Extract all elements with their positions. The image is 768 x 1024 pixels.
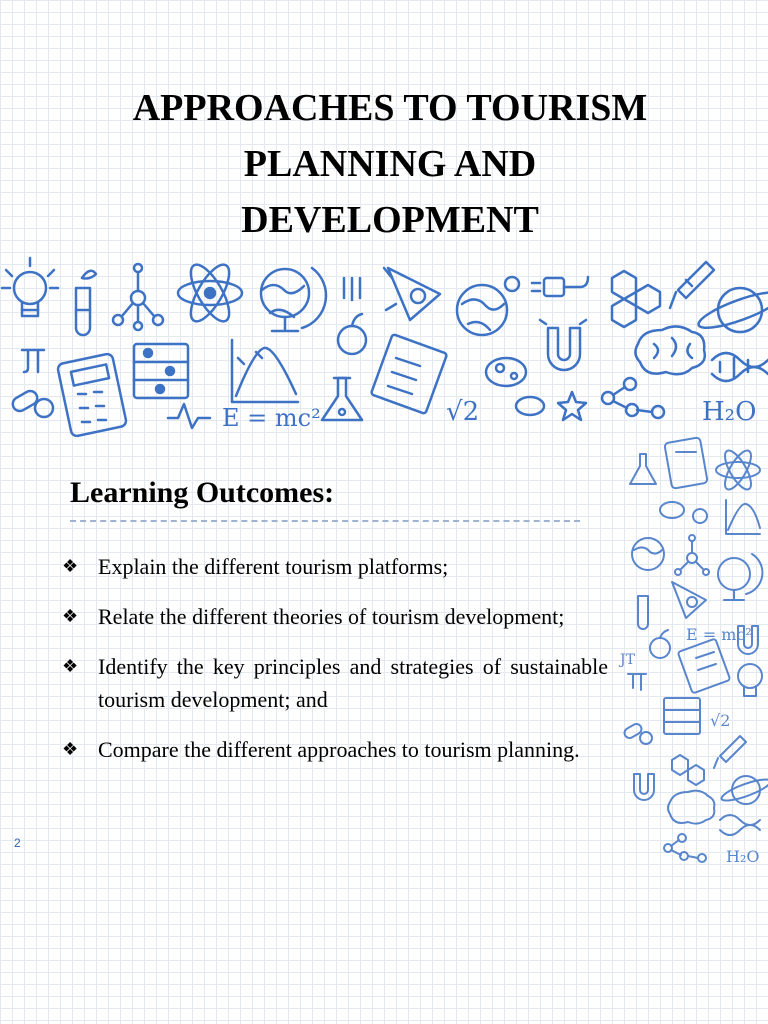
molecule-icon — [113, 264, 163, 330]
formula-emc2-small: E = mc² — [686, 625, 752, 644]
book-icon — [371, 334, 447, 414]
bacteria-icon-small — [660, 502, 707, 523]
bacteria-icon — [486, 358, 544, 415]
thermometer-icon-small — [714, 736, 746, 768]
rocket-icon-small — [672, 582, 706, 618]
slide-title — [60, 80, 720, 248]
atom-icon — [178, 259, 242, 326]
list-item — [62, 650, 608, 716]
pi-icon-small — [628, 674, 646, 690]
formula-h2o: H₂O — [702, 397, 757, 427]
title-line-1: APPROACHES TO TOURISM — [132, 87, 648, 129]
book-icon-small — [678, 638, 731, 693]
hexagon-molecule-icon — [612, 271, 660, 327]
lightbulb-icon-small — [738, 664, 762, 696]
outcome-text: Compare the different approaches to tourism planning. — [98, 737, 580, 762]
outcome-text: Identify the key principles and strategies of sustainable tourism development; and — [98, 654, 608, 712]
globe-icon — [261, 268, 326, 331]
lightbulb-icon — [2, 258, 58, 316]
calculator-icon-small — [664, 437, 707, 489]
page-number: 2 — [14, 836, 21, 850]
abacus-icon-small — [664, 698, 700, 734]
dna-icon — [712, 353, 768, 381]
graph-icon — [232, 340, 298, 402]
plug-icon — [532, 277, 588, 296]
outcome-text: Explain the different tourism platforms; — [98, 554, 449, 579]
molecule-icon-small — [675, 535, 709, 575]
globe-icon-small-2 — [718, 554, 762, 600]
planet-icon-small — [720, 775, 768, 804]
formula-sqrt2: √2 — [446, 397, 480, 427]
pi-icon — [22, 350, 44, 372]
diamond-bullet-icon: ❖ — [62, 656, 79, 676]
apple-icon — [338, 278, 366, 354]
formula-h2o-small: H₂O — [726, 847, 760, 866]
pills-icon-small — [623, 722, 652, 744]
diamond-bullet-icon: ❖ — [62, 556, 79, 576]
brain-icon — [635, 326, 704, 374]
outcome-text: Relate the different theories of tourism development; — [98, 604, 565, 629]
formula-jt-small: JT — [620, 652, 635, 668]
formula-emc2: E = mc² — [222, 404, 321, 432]
science-doodle-band — [0, 248, 768, 438]
flask-icon-small — [630, 454, 656, 484]
test-tube-icon-small — [638, 596, 648, 629]
brain-icon-small — [668, 791, 714, 824]
list-item — [62, 600, 608, 633]
magnet-icon — [540, 320, 586, 370]
globe-icon-small — [632, 538, 664, 570]
formula-sqrt2-small: √2 — [710, 711, 731, 730]
rocket-icon — [384, 268, 440, 320]
science-doodle-strip — [612, 430, 768, 870]
heartbeat-icon — [168, 404, 210, 428]
hexagon-molecule-icon-small — [672, 755, 704, 785]
planet-icon — [695, 286, 768, 335]
calculator-icon — [57, 353, 127, 437]
molecule-chain-icon-small — [664, 834, 706, 862]
dna-icon-small — [720, 815, 760, 835]
learning-outcomes-heading: Learning Outcomes: — [70, 476, 335, 509]
star-icon — [558, 392, 586, 420]
diamond-bullet-icon: ❖ — [62, 739, 79, 759]
globe-icon-2 — [457, 277, 519, 335]
title-line-2: PLANNING AND — [243, 143, 537, 185]
graph-icon-small — [726, 500, 760, 534]
heading-divider — [70, 520, 580, 522]
list-item — [62, 733, 608, 766]
abacus-icon — [134, 344, 188, 398]
diamond-bullet-icon: ❖ — [62, 606, 79, 626]
pills-icon — [10, 388, 53, 417]
magnet-icon-small-2 — [634, 774, 654, 800]
flask-icon — [322, 378, 362, 420]
atom-icon-small — [716, 447, 760, 493]
list-item — [62, 550, 608, 583]
molecule-chain-icon — [602, 378, 664, 418]
thermometer-icon — [670, 262, 714, 308]
apple-icon-small — [650, 630, 670, 658]
title-line-3: DEVELOPMENT — [241, 199, 539, 241]
test-tube-icon — [76, 271, 96, 335]
learning-outcomes-list — [62, 550, 608, 783]
